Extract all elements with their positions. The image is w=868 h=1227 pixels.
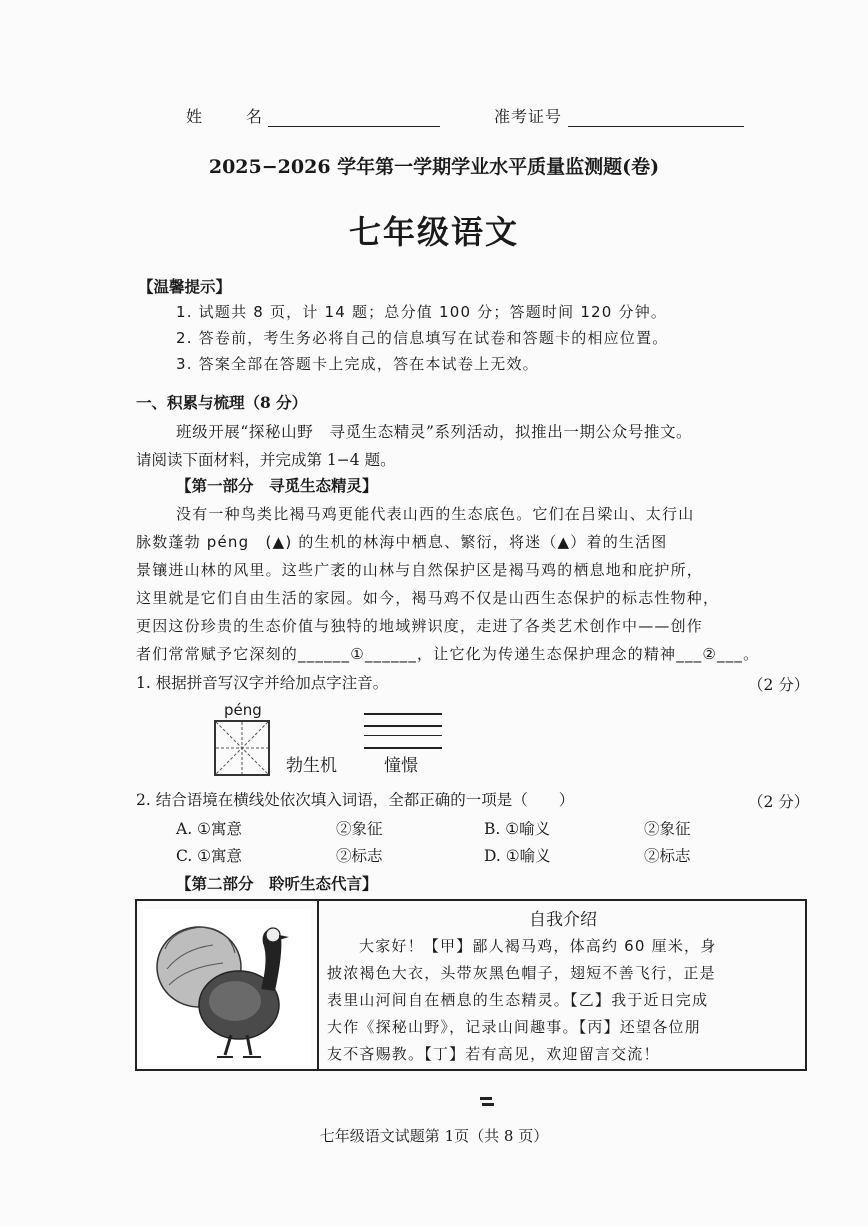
grid-guides (216, 722, 268, 774)
page-footer: 七年级语文试题第 1页（共 8 页） (319, 1127, 549, 1145)
section-intro: 请阅读下面材料，并完成第 1−4 题。 (136, 451, 396, 469)
table-line: 大家好！【甲】鄙人褐马鸡，体高约 60 厘米，身 (359, 937, 717, 955)
pinyin-label: péng (224, 701, 262, 719)
table-line: 表里山河间自在栖息的生态精灵。【乙】我于近日完成 (327, 991, 709, 1009)
passage-line: 景镶进山林的风里。这些广袤的山林与自然保护区是褐马鸡的栖息地和庇护所， (136, 561, 704, 579)
passage-line: 更因这份珍贵的生态价值与独特的地域辨识度，走进了各类艺术创作中——创作 (136, 617, 704, 635)
table-line: 友不吝赐教。【丁】若有高见，欢迎留言交流！ (327, 1045, 660, 1063)
tip-item: 3. 答案全部在答题卡上完成，答在本试卷上无效。 (176, 355, 539, 373)
question-1: 1. 根据拼音写汉字并给加点字注音。 (136, 674, 389, 692)
tips-heading: 【温馨提示】 (138, 277, 232, 296)
name-label: 姓 名 (186, 107, 277, 126)
option-c-b: ②标志 (336, 847, 383, 865)
rooster-illustration (143, 909, 311, 1065)
option-b-b: ②象征 (644, 820, 691, 838)
passage-line: 没有一种鸟类比褐马鸡更能代表山西的生态底色。它们在吕梁山、太行山 (176, 505, 695, 523)
self-intro-table (135, 899, 807, 1071)
exam-title: 2025−2026 学年第一学期学业水平质量监测题(卷) (208, 156, 660, 178)
part-heading: 【第一部分 寻觅生态精灵】 (176, 476, 378, 495)
table-line: 披浓褐色大衣，头带灰黑色帽子，翅短不善飞行，正是 (327, 964, 716, 982)
question-2-score: （2 分） (748, 793, 810, 811)
tip-item: 1. 试题共 8 页，计 14 题；总分值 100 分；答题时间 120 分钟。 (176, 303, 668, 321)
part-heading: 【第二部分 聆听生态代言】 (176, 874, 378, 893)
section-heading: 一、积累与梳理（8 分） (136, 393, 308, 412)
exam-id-label: 准考证号 (494, 107, 563, 126)
pinyin-lines[interactable] (364, 713, 442, 749)
option-c[interactable]: C. ①寓意 (176, 847, 243, 865)
option-b[interactable]: B. ①喻义 (484, 820, 551, 838)
option-a[interactable]: A. ①寓意 (176, 820, 242, 838)
candidate-info-row (186, 104, 766, 130)
subject-title: 七年级语文 (348, 213, 519, 251)
passage-line: 这里就是它们自由生活的家园。如今，褐马鸡不仅是山西生态保护的标志性物种， (136, 589, 720, 607)
option-d-b: ②标志 (644, 847, 691, 865)
option-d[interactable]: D. ①喻义 (484, 847, 551, 865)
scan-mark-icon (480, 1095, 494, 1111)
brown-eared-pheasant-icon (143, 909, 311, 1065)
exam-id-field-line[interactable] (568, 126, 744, 127)
passage-line: 脉数蓬勃 péng (▲) 的生机的林海中栖息、繁衍，将迷（▲）着的生活图 (136, 533, 668, 551)
option-a-b: ②象征 (336, 820, 383, 838)
passage-line: 者们常常赋予它深刻的______①______，让它化为传递生态保护理念的精神___②___。 (136, 645, 760, 663)
question-1-score: （2 分） (748, 676, 810, 694)
tip-item: 2. 答卷前，考生务必将自己的信息填写在试卷和答题卡的相应位置。 (176, 329, 669, 347)
writing-grid[interactable] (214, 720, 270, 776)
table-title: 自我介绍 (529, 910, 597, 930)
word-2: 憧憬 (384, 756, 418, 776)
section-intro: 班级开展“探秘山野 寻觅生态精灵”系列活动，拟推出一期公众号推文。 (176, 423, 693, 441)
table-line: 大作《探秘山野》，记录山间趣事。【丙】还望各位朋 (327, 1018, 701, 1036)
name-field-line[interactable] (268, 126, 440, 127)
question-2: 2. 结合语境在横线处依次填入词语，全都正确的一项是（ ） (136, 791, 575, 809)
word-1: 勃生机 (286, 756, 337, 776)
